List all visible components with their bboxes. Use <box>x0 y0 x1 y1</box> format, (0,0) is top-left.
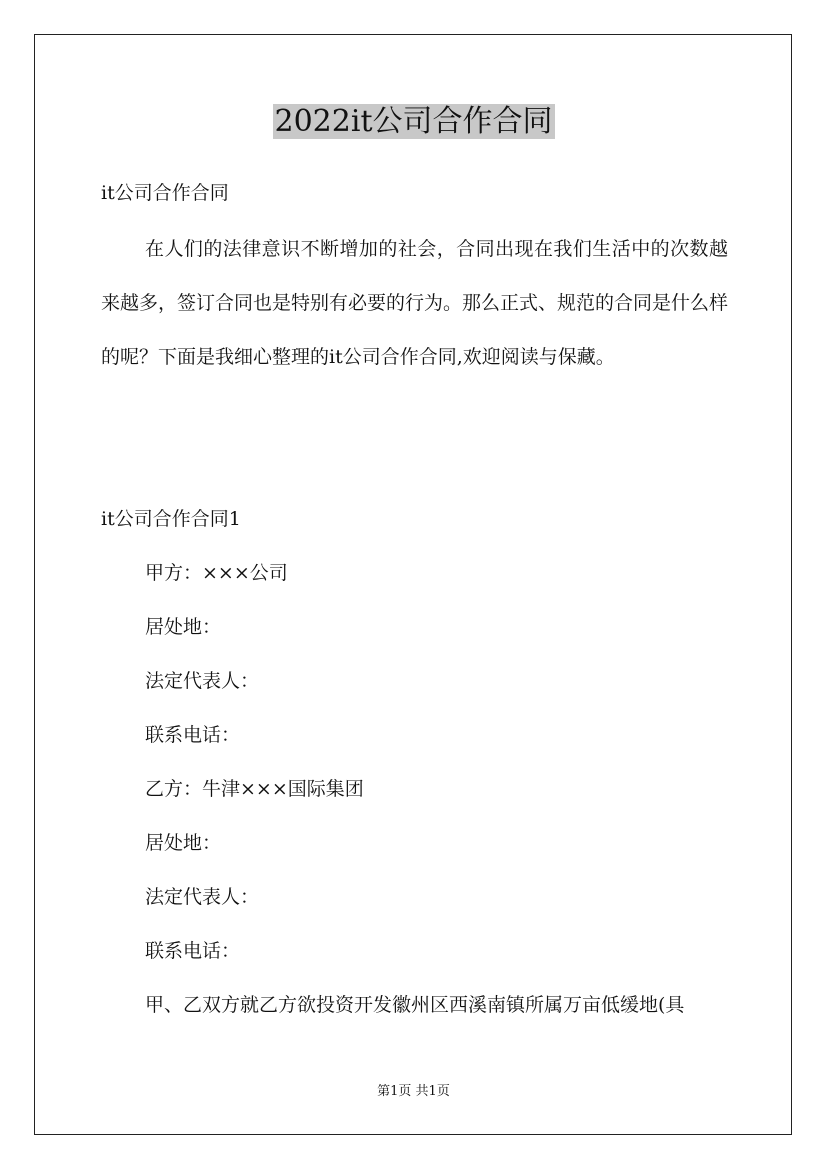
party-b-phone: 联系电话： <box>145 940 241 962</box>
document-subtitle: it公司合作合同 <box>101 182 229 204</box>
party-a-representative: 法定代表人： <box>145 670 260 692</box>
section-heading: it公司合作合同1 <box>101 508 241 530</box>
party-a-address: 居处地： <box>145 616 222 638</box>
party-a-phone: 联系电话： <box>145 724 241 746</box>
party-b-address: 居处地： <box>145 832 222 854</box>
party-b-line: 乙方：牛津×××国际集团 <box>145 778 364 800</box>
document-title <box>0 101 827 143</box>
intro-paragraph: 在人们的法律意识不断增加的社会，合同出现在我们生活中的次数越来越多，签订合同也是特别有必要的行为。那么正式、规范的合同是什么样的呢？下面是我细心整理的it公司合作合同,欢迎阅读与保藏。 <box>101 238 729 368</box>
party-a-line: 甲方：×××公司 <box>145 562 288 584</box>
party-b-representative: 法定代表人： <box>145 886 260 908</box>
agreement-text-line: 甲、乙双方就乙方欲投资开发徽州区西溪南镇所属万亩低缓地(具 <box>145 994 685 1016</box>
document-title-text: 2022it公司合作合同 <box>274 104 553 139</box>
page-footer: 第1页 共1页 <box>377 1084 450 1099</box>
